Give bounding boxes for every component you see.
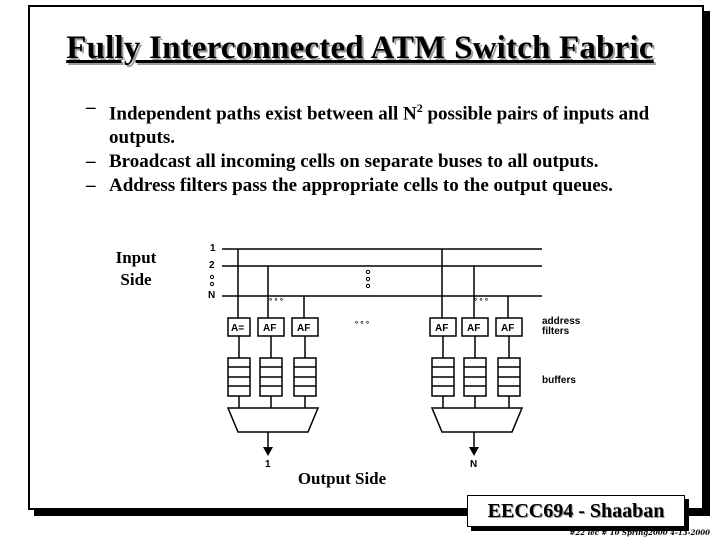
ellipsis-dots: ° ° ° bbox=[355, 320, 370, 329]
bullet-text: Independent paths exist between all N bbox=[109, 103, 417, 125]
multiplexer bbox=[228, 408, 318, 432]
bullet-text-cont: possible pairs of inputs and outputs. bbox=[109, 103, 650, 149]
bullet-text: Address filters pass the appropriate cells to the output queues. bbox=[109, 175, 613, 197]
address-filter-label: AF bbox=[501, 323, 515, 334]
output-arrow bbox=[263, 447, 273, 456]
input-label-line-2: Side bbox=[120, 270, 152, 289]
buffer-queue bbox=[432, 358, 454, 396]
input-label-line-1: Input bbox=[115, 248, 157, 267]
ellipsis-dots: ° ° ° bbox=[269, 297, 284, 306]
footer-footnote: #22 lec # 10 Spring2000 4-13-2000 bbox=[569, 528, 710, 537]
address-filter-label: AF bbox=[297, 323, 311, 334]
buffer-queue bbox=[228, 358, 250, 396]
address-filters-annotation: address bbox=[542, 316, 581, 327]
output-arrow bbox=[469, 447, 479, 456]
buffer-queue bbox=[464, 358, 486, 396]
bus-label-1: 1 bbox=[210, 243, 216, 254]
slide-title: Fully Interconnected ATM Switch Fabric bbox=[66, 30, 654, 66]
address-filter-label: AF bbox=[435, 323, 449, 334]
buffer-queue bbox=[260, 358, 282, 396]
multiplexer bbox=[432, 408, 522, 432]
bullet-dash: – bbox=[86, 175, 96, 197]
superscript: 2 bbox=[416, 101, 423, 115]
buffer-queue bbox=[294, 358, 316, 396]
bus-label-2: 2 bbox=[209, 260, 215, 271]
bullet-dash: – bbox=[86, 97, 96, 118]
output-label-1: 1 bbox=[265, 459, 271, 470]
bullet-text: Broadcast all incoming cells on separate buses to all outputs. bbox=[109, 151, 599, 173]
bullet-dash: – bbox=[86, 151, 96, 173]
address-filters-annotation: filters bbox=[542, 326, 570, 337]
ellipsis-dots: ° ° ° bbox=[474, 297, 489, 306]
buffers-annotation: buffers bbox=[542, 375, 576, 386]
address-filter-label: AF bbox=[263, 323, 277, 334]
address-filter-label: AF bbox=[467, 323, 481, 334]
output-side-label: Output Side bbox=[297, 469, 387, 488]
output-label-n: N bbox=[470, 459, 478, 470]
bus-label-n: N bbox=[208, 290, 216, 301]
buffer-queue bbox=[498, 358, 520, 396]
footer-course-box: EECC694 - Shaaban bbox=[467, 495, 685, 527]
address-filter-label: A= bbox=[231, 323, 245, 334]
